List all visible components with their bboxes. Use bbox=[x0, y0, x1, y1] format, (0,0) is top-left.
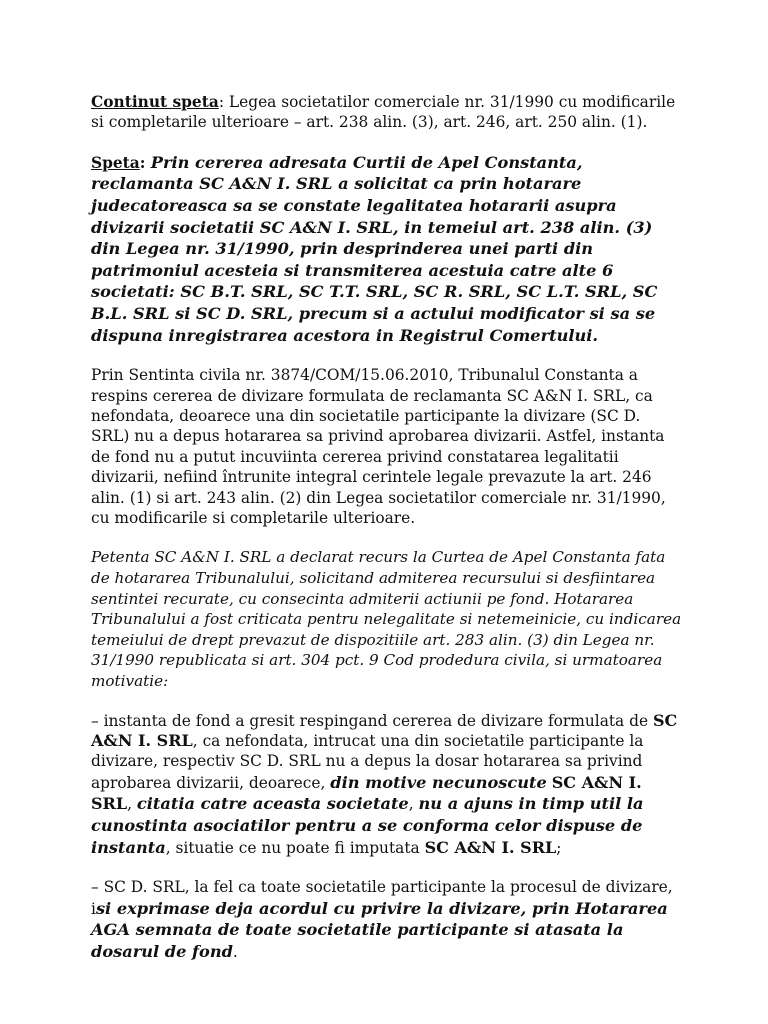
text-run: , ca nefondata, intrucat una din societatile participante la divizare, respectiv SC D. SRL nu a depus la dosar hotararea sa privind aprobarea divizarii, deoarece, bbox=[91, 731, 644, 792]
text-run: – SC D. SRL, la fel ca toate societatile participante la procesul de divizare, i bbox=[91, 878, 673, 918]
text-run: . bbox=[232, 942, 238, 961]
paragraph-motiv1 bbox=[91, 711, 683, 859]
text-run: SC A&N I. SRL bbox=[91, 772, 642, 814]
text-run: citatia catre aceasta societate bbox=[136, 794, 409, 814]
text-run: Continut speta bbox=[91, 93, 219, 111]
paragraph-speta bbox=[91, 152, 683, 346]
text-run: Prin Sentinta civila nr. 3874/COM/15.06.2010, Tribunalul Constanta a respins cererea de divizare formulata de reclamanta SC A&N I. SRL, ca nefondata, deoarece una din societatile participante la divizare (SC D. SRL) nu a depus hotararea sa privind aprobarea divizarii. Astfel, instanta de fond nu a putut incuviinta cererea privind constatarea legalitatii divizarii, nefiind întrunite integral cerintele legale prevazute la art. 246 alin. (1) si art. 243 alin. (2) din Legea societatilor comerciale nr. 31/1990, cu modificarile si completarile ulterioare. bbox=[91, 366, 666, 527]
text-run: , bbox=[127, 795, 137, 814]
paragraph-motiv2 bbox=[91, 877, 683, 962]
text-run: si exprimase deja acordul cu privire la divizare, prin Hotararea AGA semnata de toate societatile participante si atasata la dosarul de fond bbox=[91, 898, 668, 961]
text-run: Speta bbox=[91, 153, 140, 172]
text-run: nu a ajuns in timp util la cunostinta asociatilor pentru a se conforma celor dispuse de instanta bbox=[91, 794, 644, 857]
text-run: Prin cererea adresata Curtii de Apel Constanta, reclamanta SC A&N I. SRL a solicitat ca prin hotarare judecatoreasca sa se constate legalitatea hotararii asupra divizarii societatii SC A&N I. SRL, in temeiul art. 238 alin. (3) din Legea nr. 31/1990, prin desprinderea unei parti din patrimoniul acesteia si transmiterea acestuia catre alte 6 societati: SC B.T. SRL, SC T.T. SRL, SC R. SRL, SC L.T. SRL, SC B.L. SRL si SC D. SRL, precum si a actului modificator si sa se dispuna inregistrarea acestora in Registrul Comertului. bbox=[91, 152, 658, 345]
document-body bbox=[91, 92, 683, 981]
text-run: : Legea societatilor comerciale nr. 31/1990 cu modificarile si completarile ulterioare – art. 238 alin. (3), art. 246, art. 250 alin. (1). bbox=[91, 93, 676, 132]
text-run: , situatie ce nu poate fi imputata bbox=[165, 838, 425, 857]
paragraph-petenta bbox=[91, 547, 683, 691]
text-run: , bbox=[408, 795, 419, 814]
text-run: SC A&N I. SRL bbox=[424, 837, 557, 857]
text-run: – instanta de fond a gresit respingand cererea de divizare formulata de bbox=[91, 711, 653, 730]
paragraph-sentinta bbox=[91, 365, 683, 528]
text-run: SC A&N I. SRL bbox=[91, 710, 678, 750]
paragraph-continut bbox=[91, 92, 683, 133]
text-run: din motive necunoscute bbox=[330, 772, 547, 792]
text-run: : bbox=[139, 153, 151, 172]
text-run: ; bbox=[556, 838, 562, 857]
text-run: Petenta SC A&N I. SRL a declarat recurs la Curtea de Apel Constanta fata de hotararea Tribunalului, solicitand admiterea recursului si desfiintarea sentintei recurate, cu consecinta admiterii actiunii pe fond. Hotararea Tribunalului a fost criticata pentru nelegalitate si netemeinicie, cu indicarea temeiului de drept prevazut de dispozitiile art. 283 alin. (3) din Legea nr. 31/1990 republicata si art. 304 pct. 9 Cod prodedura civila, si urmatoarea motivatie: bbox=[91, 548, 682, 690]
